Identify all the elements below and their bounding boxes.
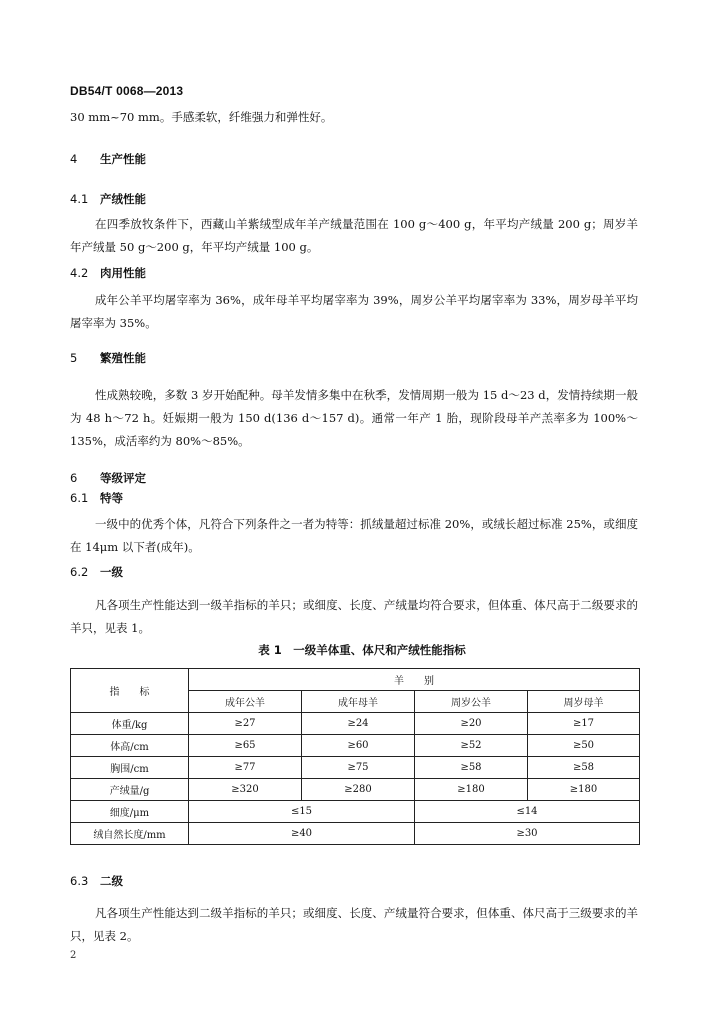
table-cell: ≥27: [189, 713, 302, 735]
table-cell: ≥24: [302, 713, 415, 735]
row-label: 细度/μm: [71, 801, 189, 823]
table-row: [71, 757, 640, 779]
table-cell: ≥60: [302, 735, 415, 757]
section-4-2-heading: [70, 265, 146, 281]
column-header: 成年母羊: [302, 691, 415, 713]
row-label: 绒自然长度/mm: [71, 823, 189, 845]
section-title: 一级: [100, 565, 123, 579]
table-cell: ≥180: [415, 779, 528, 801]
table-cell: ≥20: [415, 713, 528, 735]
section-5-heading: [70, 350, 146, 366]
page-number: 2: [70, 950, 77, 961]
table-cell: ≥65: [189, 735, 302, 757]
grade-table: [70, 668, 640, 845]
section-title: 繁殖性能: [100, 351, 146, 365]
section-number: 4.2: [70, 266, 89, 280]
section-number: 6.3: [70, 874, 89, 888]
table-cell: ≥75: [302, 757, 415, 779]
section-number: 6.1: [70, 491, 89, 505]
table-cell-yearling: ≥30: [415, 823, 640, 845]
table-cell-yearling: ≤14: [415, 801, 640, 823]
section-4-2-text: 成年公羊平均屠宰率为 36%，成年母羊平均屠宰率为 39%，周岁公羊平均屠宰率为 33%，周岁母羊平均屠宰率为 35%。: [70, 293, 638, 330]
table-cell: ≥17: [528, 713, 640, 735]
table-cell: ≥280: [302, 779, 415, 801]
section-6-3-heading: [70, 873, 123, 889]
group-header: 羊 别: [189, 669, 640, 691]
section-4-1-heading: [70, 191, 146, 207]
table-row: [71, 713, 640, 735]
section-number: 4: [70, 152, 78, 166]
column-header: 周岁公羊: [415, 691, 528, 713]
table-cell: ≥58: [528, 757, 640, 779]
table-caption: 表 1 一级羊体重、体尺和产绒性能指标: [258, 643, 466, 657]
section-6-2-text: 凡各项生产性能达到一级羊指标的羊只；或细度、长度、产绒量均符合要求，但体重、体尺高于二级要求的羊只，见表 1。: [70, 598, 638, 635]
table-cell: ≥50: [528, 735, 640, 757]
section-6-2-heading: [70, 564, 123, 580]
table-cell: ≥77: [189, 757, 302, 779]
section-title: 二级: [100, 874, 123, 888]
section-number: 4.1: [70, 192, 89, 206]
row-label: 体高/cm: [71, 735, 189, 757]
section-6-3-text: 凡各项生产性能达到二级羊指标的羊只；或细度、长度、产绒量符合要求，但体重、体尺高于三级要求的羊只，见表 2。: [70, 906, 638, 943]
row-label: 体重/kg: [71, 713, 189, 735]
table-row: [71, 801, 640, 823]
table-cell-adult: ≤15: [189, 801, 415, 823]
section-number: 6.2: [70, 565, 89, 579]
table-cell: ≥52: [415, 735, 528, 757]
table-row: [71, 735, 640, 757]
section-title: 特等: [100, 491, 123, 505]
table-cell: ≥58: [415, 757, 528, 779]
row-label: 胸围/cm: [71, 757, 189, 779]
column-header: 周岁母羊: [528, 691, 640, 713]
section-title: 产绒性能: [100, 192, 146, 206]
section-number: 5: [70, 351, 78, 365]
document-code-header: DB54/T 0068—2013: [70, 84, 184, 98]
table-header-row: [71, 669, 640, 691]
section-5-text: 性成熟较晚，多数 3 岁开始配种。母羊发情多集中在秋季，发情周期一般为 15 d～23 d，发情持续期一般为 48 h～72 h。妊娠期一般为 150 d(136 d～157 d)。通常一年产 1 胎，现阶段母羊产羔率多为 100%～135%，成活率约为 80%～85%。: [70, 388, 638, 448]
section-6-1-text: 一级中的优秀个体，凡符合下列条件之一者为特等：抓绒量超过标准 20%，或绒长超过标准 25%，或细度在 14μm 以下者(成年)。: [70, 517, 638, 554]
section-title: 等级评定: [100, 471, 146, 485]
table-cell: ≥180: [528, 779, 640, 801]
table-row: [71, 823, 640, 845]
table-cell-adult: ≥40: [189, 823, 415, 845]
section-6-heading: [70, 470, 146, 486]
table-cell: ≥320: [189, 779, 302, 801]
intro-line: 30 mm~70 mm。手感柔软，纤维强力和弹性好。: [70, 110, 333, 124]
section-4-1-text: 在四季放牧条件下，西藏山羊紫绒型成年羊产绒量范围在 100 g～400 g，年平均产绒量 200 g；周岁羊年产绒量 50 g～200 g，年平均产绒量 100 g。: [70, 217, 638, 254]
section-title: 肉用性能: [100, 266, 146, 280]
index-header: 指 标: [71, 669, 189, 713]
section-6-1-heading: [70, 490, 123, 506]
column-header: 成年公羊: [189, 691, 302, 713]
section-title: 生产性能: [100, 152, 146, 166]
row-label: 产绒量/g: [71, 779, 189, 801]
section-number: 6: [70, 471, 78, 485]
section-4-heading: [70, 151, 146, 167]
table-row: [71, 779, 640, 801]
